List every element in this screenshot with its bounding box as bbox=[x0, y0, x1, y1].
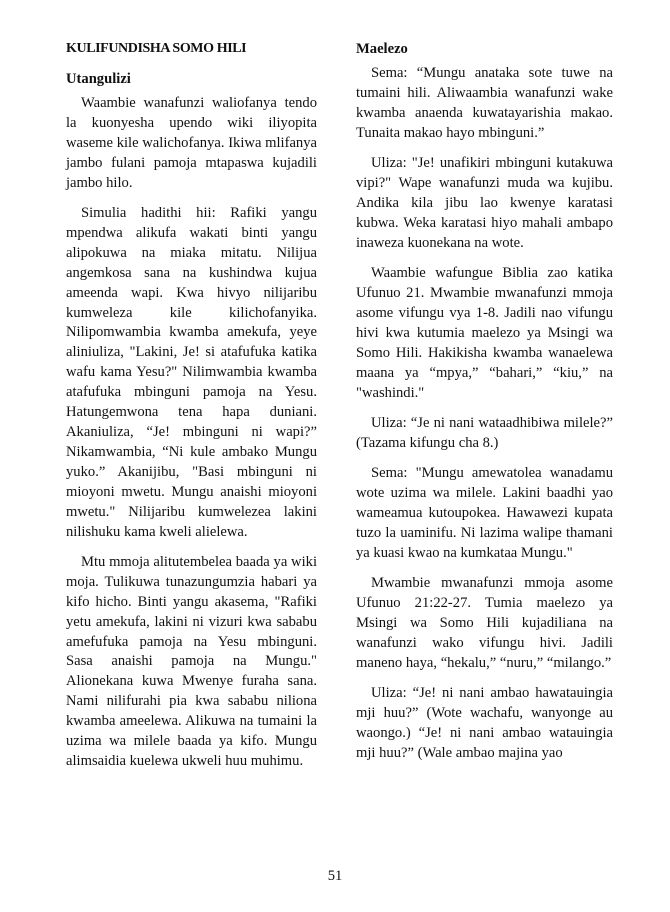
paragraph: Waambie wafungue Biblia zao katika Ufunuo 21. Mwambie mwanafunzi mmoja asome vifungu vya 1-8. Jadili nao vifungu hivi kwa kutumia maelezo ya Msingi wa Somo Hili. Hakikisha kwamba wanaelewa maana ya “mpya,” “bahari,” “kiu,” na "washindi." bbox=[356, 265, 613, 401]
section-heading: KULIFUNDISHA SOMO HILI bbox=[66, 41, 247, 56]
page-number: 51 bbox=[327, 868, 343, 884]
paragraph: Waambie wanafunzi waliofanya tendo la kuonyesha upendo wiki iliyopita waseme kile walichofanya. Ikiwa mlifanya jambo fulani pamoja mtapaswa kujadili jambo hilo. bbox=[66, 95, 317, 191]
paragraph: Mwambie mwanafunzi mmoja asome Ufunuo 21:22-27. Tumia maelezo ya Msingi wa Somo Hili kujadiliana na wanafunzi wako vifungu hivi. Jadili maneno haya, “hekalu,” “nuru,” “milango.” bbox=[356, 575, 613, 671]
right-column bbox=[356, 40, 613, 775]
paragraph: Uliza: “Je ni nani wataadhibiwa milele?” (Tazama kifungu cha 8.) bbox=[356, 415, 613, 451]
explanation-heading: Maelezo bbox=[356, 41, 408, 57]
left-column bbox=[66, 40, 317, 782]
paragraph: Sema: “Mungu anataka sote tuwe na tumaini hili. Aliwaambia wanafunzi wake kwamba anaenda kuwatayarishia makao. Tunaita makao hayo mbinguni.” bbox=[356, 65, 613, 141]
paragraph: Mtu mmoja alitutembelea baada ya wiki moja. Tulikuwa tunazungumzia habari ya kifo hicho. Binti yangu akasema, "Rafiki yetu amekufa, lakini ni vizuri kwa sababu amefufuka pamoja na Yesu mbinguni. Sasa anaishi pamoja na Mungu." Alionekana kuwa Mwenye furaha sana. Nami nilifurahi pia kwa sababu niliona kwamba ameelewa. Alikuwa na tumaini la uzima wa milele baada ya kifo. Mungu alimsaidia kuelewa ukweli huu muhimu. bbox=[66, 553, 317, 769]
introduction-heading: Utangulizi bbox=[66, 71, 131, 87]
paragraph: Sema: "Mungu amewatolea wanadamu wote uzima wa milele. Lakini baadhi yao wameamua kutoupokea. Hawawezi kupata tuzo la uaminifu. Ni lazima walipe thamani ya kuasi kwao na kumkataa Mungu." bbox=[356, 465, 613, 561]
paragraph: Simulia hadithi hii: Rafiki yangu mpendwa alikufa wakati binti yangu alipokuwa na miaka mitatu. Nilijua angemkosa sana na kushindwa kujua ameenda wapi. Kwa hivyo nilijaribu kumweleza kile kilichofanyika. Nilipomwambia kwamba amekufa, yeye aliniuliza, "Lakini, Je! si atafufuka katika wafu kama Yesu?" Nilimwambia kwamba atafufuka mbinguni pamoja na Yesu. Hatungemwona tena hapa duniani. Akaniuliza, “Je! mbinguni ni wapi?” Nikamwambia, “Ni kule ambako Mungu yuko.” Akanijibu, "Basi mbinguni ni mioyoni mwetu. Mungu anaishi mioyoni mwetu." Nilijaribu kumwelezea lakini nilishuku kama kweli alielewa. bbox=[66, 205, 317, 540]
paragraph: Uliza: “Je! ni nani ambao hawatauingia mji huu?” (Wote wachafu, wanyonge au waongo.) “Je! ni nani ambao watauingia mji huu?” (Wale ambao majina yao bbox=[356, 685, 613, 762]
paragraph: Uliza: "Je! unafikiri mbinguni kutakuwa vipi?" Wape wanafunzi muda wa kujibu. Andika kila jibu lao kwenye karatasi kubwa. Weka karatasi hiyo mahali ambapo inaweza kuonekana na wote. bbox=[356, 155, 613, 251]
